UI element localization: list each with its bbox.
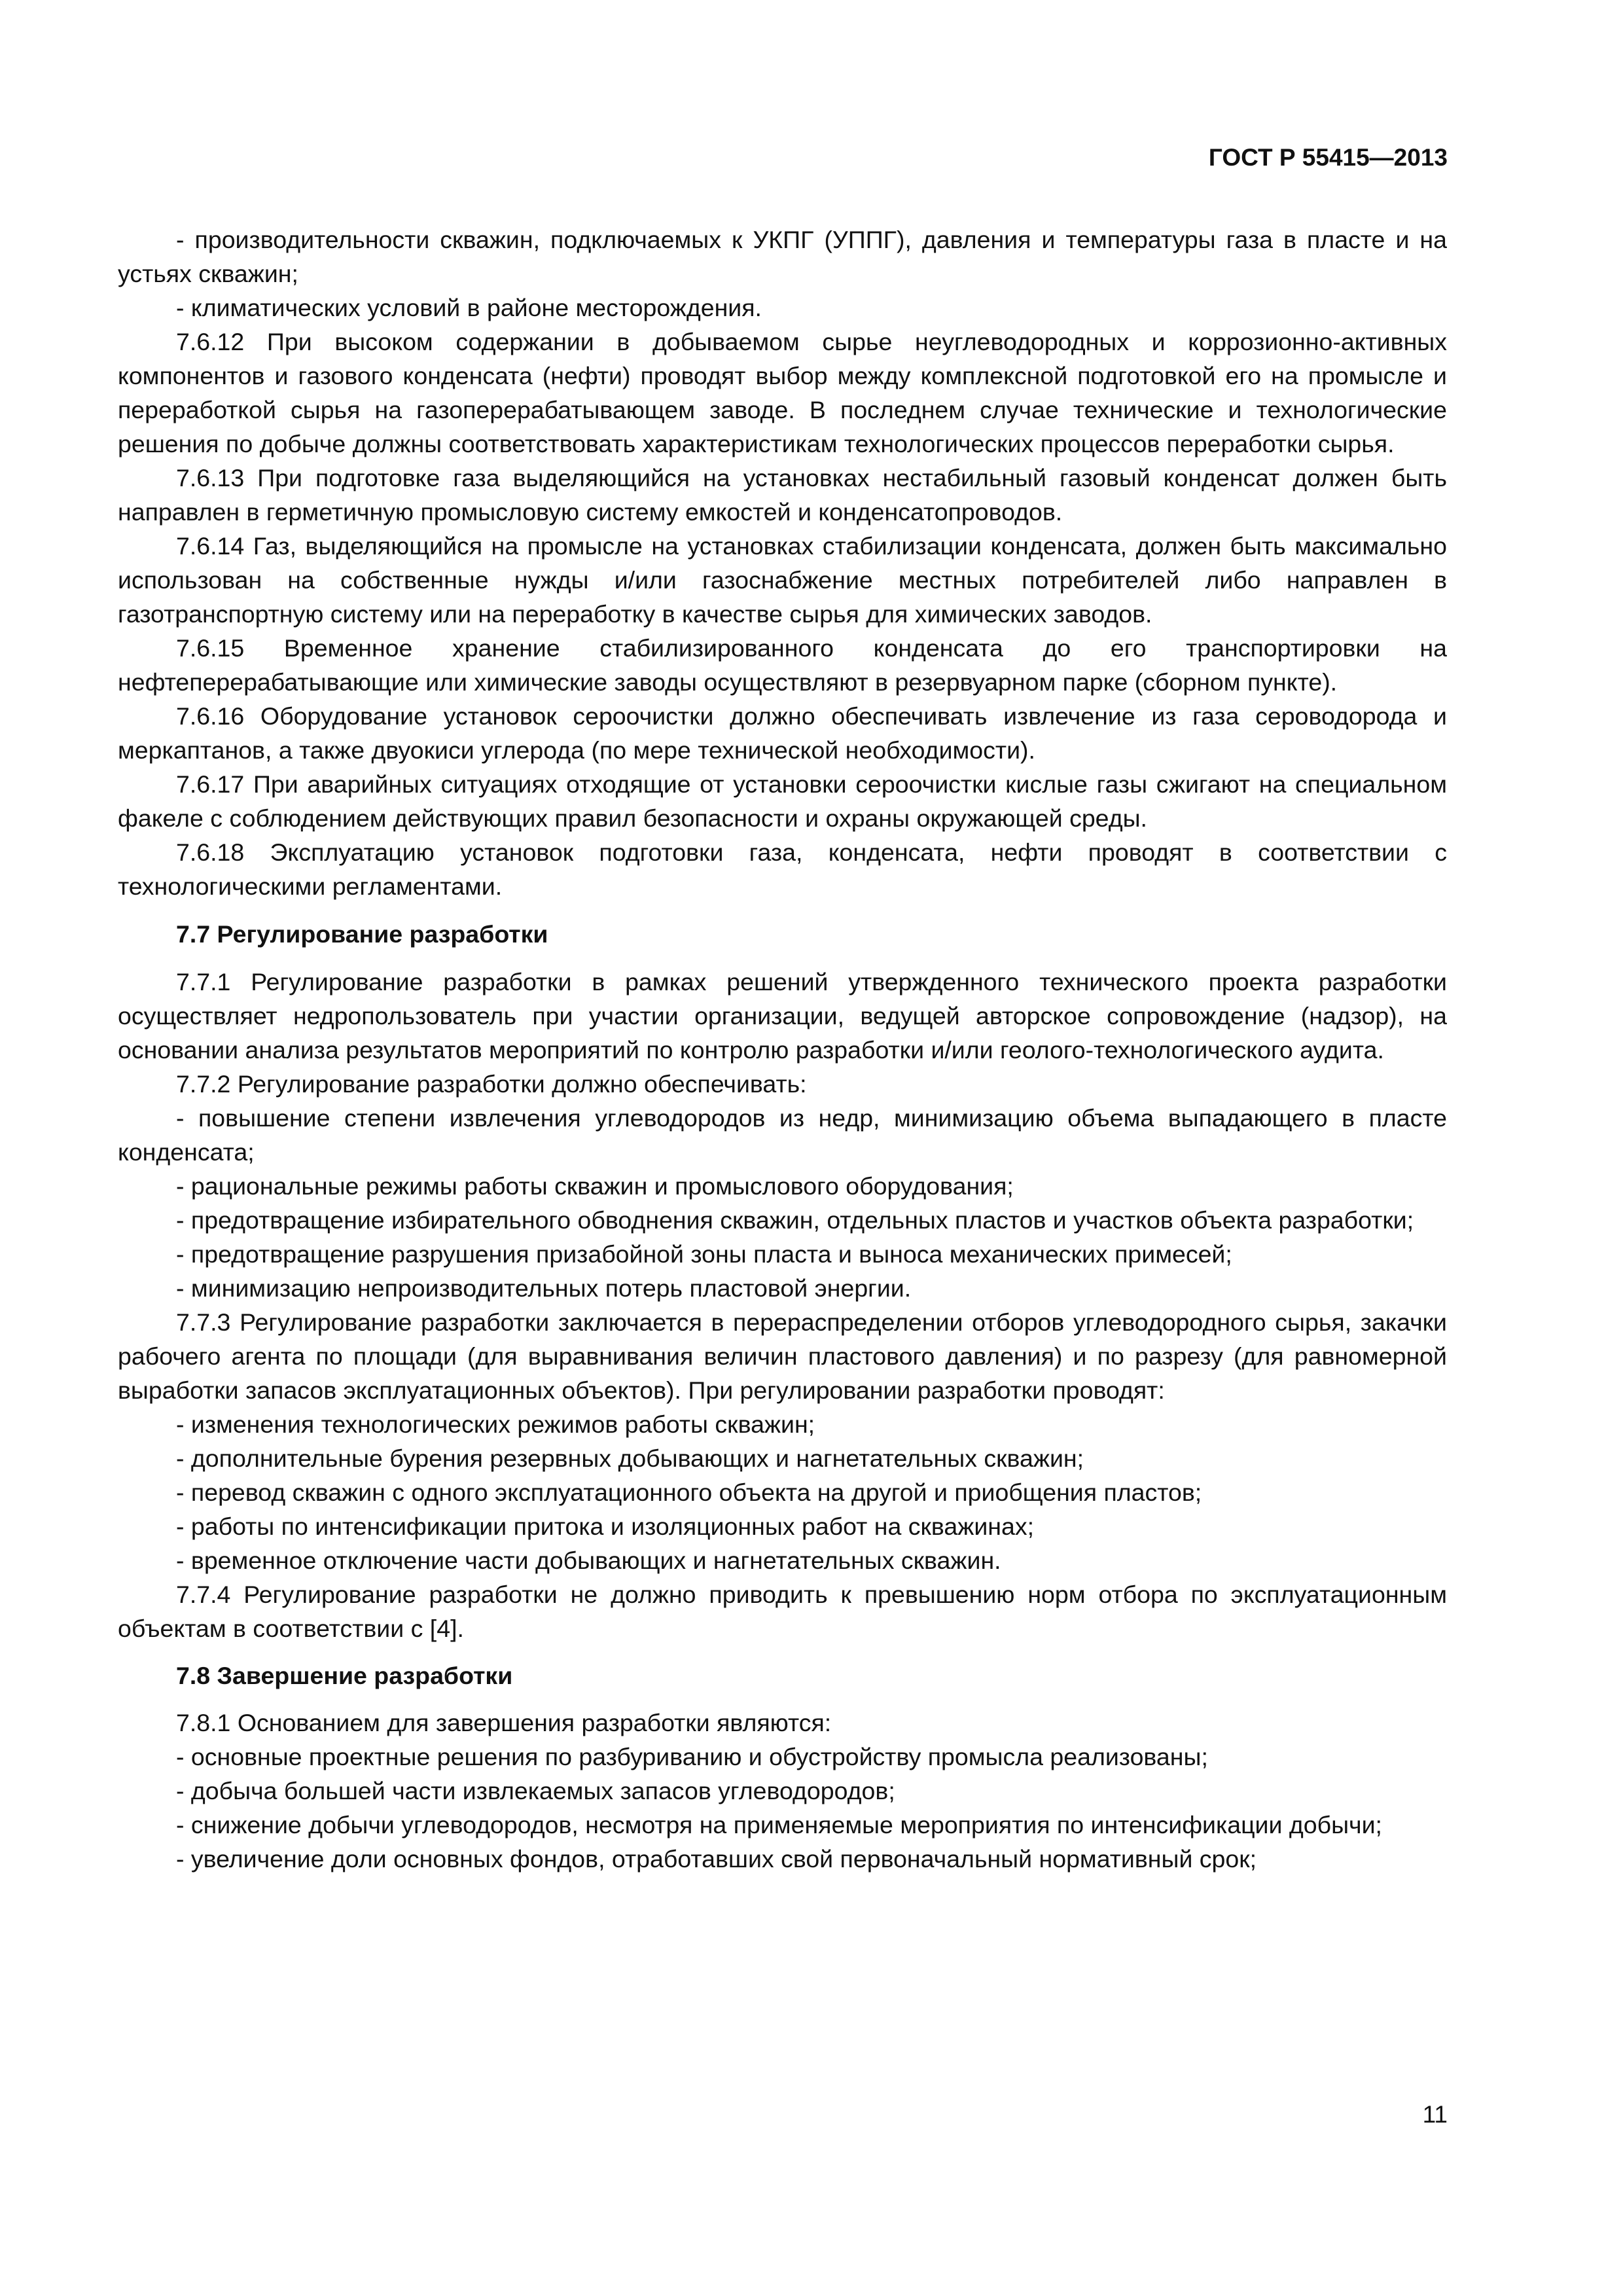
list-item: - предотвращение разрушения призабойной зоны пласта и выноса механических примесей; [176,1240,1232,1268]
list-item: - добыча большей части извлекаемых запасов углеводородов; [176,1777,895,1804]
list-item: - минимизацию непроизводительных потерь пластовой энергии. [176,1274,912,1302]
document-body [118,223,1447,1876]
list-item: - снижение добычи углеводородов, несмотря на применяемые мероприятия по интенсификации добычи; [176,1811,1382,1839]
paragraph: 7.8.1 Основанием для завершения разработки являются: [176,1709,832,1736]
list-item: - дополнительные бурения резервных добывающих и нагнетательных скважин; [176,1444,1084,1472]
list-item: - рациональные режимы работы скважин и промыслового оборудования; [176,1172,1014,1200]
list-item: - увеличение доли основных фондов, отработавших свой первоначальный нормативный срок; [176,1845,1257,1873]
paragraph: 7.7.4 Регулирование разработки не должно приводить к превышению норм отбора по эксплуатационным объектам в соответствии с [4]. [118,1581,1447,1642]
section-heading-7-7: 7.7 Регулирование разработки [176,920,548,948]
list-item: - изменения технологических режимов работы скважин; [176,1410,815,1438]
list-item: - повышение степени извлечения углеводородов из недр, минимизацию объема выпадающего в пласте конденсата; [118,1104,1447,1166]
paragraph: 7.6.15 Временное хранение стабилизированного конденсата до его транспортировки на нефтеперерабатывающие или химические заводы осуществляют в резервуарном парке (сборном пункте). [118,634,1447,696]
document-code-header: ГОСТ Р 55415—2013 [1208,144,1448,171]
paragraph: 7.6.12 При высоком содержании в добываемом сырье неуглеводородных и коррозионно-активных компонентов и газового конденсата (нефти) проводят выбор между комплексной подготовкой его на промысле и переработкой сырья на газоперерабатывающем заводе. В последнем случае технические и технологические решения по добыче должны соответствовать характеристикам технологических процессов переработки сырья. [118,328,1447,457]
section-heading-7-8: 7.8 Завершение разработки [176,1662,513,1689]
paragraph: 7.6.17 При аварийных ситуациях отходящие от установки сероочистки кислые газы сжигают на специальном факеле с соблюдением действующих правил безопасности и охраны окружающей среды. [118,770,1447,832]
list-item: - перевод скважин с одного эксплуатационного объекта на другой и приобщения пластов; [176,1479,1202,1506]
paragraph: 7.7.3 Регулирование разработки заключается в перераспределении отборов углеводородного сырья, закачки рабочего агента по площади (для выравнивания величин пластового давления) и по разрезу (для равномерной выработки запасов эксплуатационных объектов). При регулировании разработки проводят: [118,1308,1447,1404]
paragraph: 7.7.1 Регулирование разработки в рамках решений утвержденного технического проекта разработки осуществляет недропользователь при участии организации, ведущей авторское сопровождение (надзор), на основании анализа результатов мероприятий по контролю разработки и/или геолого-технологического аудита. [118,968,1447,1064]
paragraph: 7.6.18 Эксплуатацию установок подготовки газа, конденсата, нефти проводят в соответствии с технологическими регламентами. [118,838,1447,900]
paragraph: 7.6.14 Газ, выделяющийся на промысле на установках стабилизации конденсата, должен быть максимально использован на собственные нужды и/или газоснабжение местных потребителей либо направлен в газотранспортную систему или на переработку в качестве сырья для химических заводов. [118,532,1447,628]
paragraph: 7.6.13 При подготовке газа выделяющийся на установках нестабильный газовый конденсат должен быть направлен в герметичную промысловую систему емкостей и конденсатопроводов. [118,464,1447,526]
page-number: 11 [1422,2101,1448,2128]
list-item: - временное отключение части добывающих и нагнетательных скважин. [176,1547,1001,1574]
list-item: - работы по интенсификации притока и изоляционных работ на скважинах; [176,1513,1035,1540]
paragraph: 7.7.2 Регулирование разработки должно обеспечивать: [176,1070,807,1098]
paragraph: - производительности скважин, подключаемых к УКПГ (УППГ), давления и температуры газа в пласте и на устьях скважин; [118,226,1447,287]
list-item: - основные проектные решения по разбуриванию и обустройству промысла реализованы; [176,1743,1208,1770]
paragraph: - климатических условий в районе месторождения. [176,294,762,321]
paragraph: 7.6.16 Оборудование установок сероочистки должно обеспечивать извлечение из газа сероводорода и меркаптанов, а также двуокиси углерода (по мере технической необходимости). [118,702,1447,764]
list-item: - предотвращение избирательного обводнения скважин, отдельных пластов и участков объекта разработки; [176,1206,1414,1234]
